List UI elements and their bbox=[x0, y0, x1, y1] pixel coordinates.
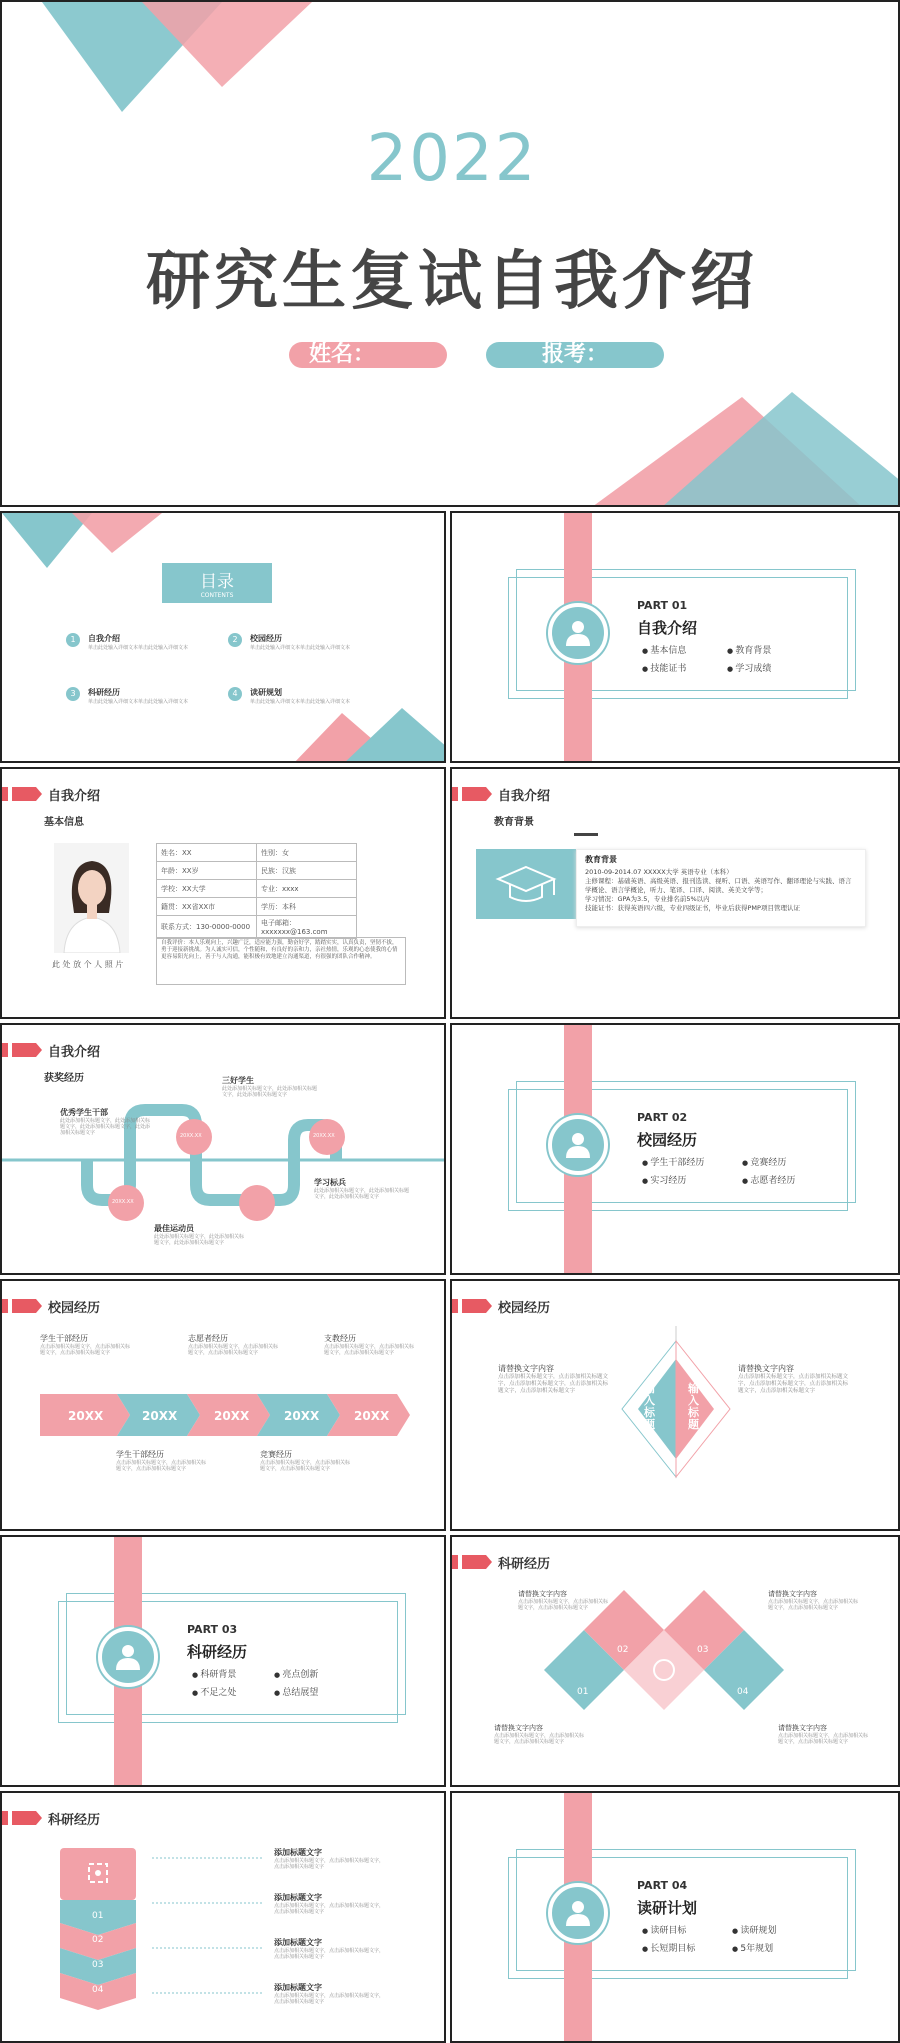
person-icon bbox=[113, 1642, 143, 1672]
info-cell: 电子邮箱：xxxxxxx@163.com bbox=[257, 916, 357, 939]
timeline-desc: 点击添加相关标题文字，点击添加相关标题文字，点击添加相关标题文字 bbox=[324, 1344, 415, 1356]
part-bullet: ● 实习经历 bbox=[642, 1173, 686, 1186]
person-circle bbox=[548, 1115, 608, 1175]
info-cell: 专业：xxxx bbox=[257, 880, 357, 898]
award-desc: 此处添加相关标题文字，此处添加相关标题文字，此处添加相关标题文字，此处添加相关标题文字 bbox=[60, 1118, 151, 1136]
apply-pill[interactable]: 报考： bbox=[486, 342, 664, 368]
part-label: PART 03 bbox=[187, 1623, 238, 1636]
research-stack bbox=[2, 1793, 446, 2043]
edu-tab-mark bbox=[574, 833, 598, 836]
toc-item[interactable] bbox=[228, 687, 398, 705]
award-title: 优秀学生干部 bbox=[60, 1108, 108, 1117]
diamond-text-desc: 点击添加相关标题文字，点击添加相关标题文字，点击添加相关标题文字，点击添加相关标题文字，点击添加相关标题文字 bbox=[498, 1374, 609, 1394]
toc-item-title: 自我介绍 bbox=[88, 634, 120, 643]
part-bullet: ● 亮点创新 bbox=[274, 1667, 318, 1680]
toc-subtitle: CONTENTS bbox=[200, 592, 234, 599]
slide-campus-diamond[interactable] bbox=[450, 1279, 900, 1531]
timeline-desc: 点击添加相关标题文字，点击添加相关标题文字，点击添加相关标题文字 bbox=[188, 1344, 279, 1356]
part-label: PART 01 bbox=[637, 599, 688, 612]
diamond-left-text bbox=[498, 1363, 612, 1395]
info-cell: 年龄：XX岁 bbox=[157, 862, 257, 880]
slide-awards[interactable] bbox=[0, 1023, 446, 1275]
research-title: 请替换文字内容 bbox=[518, 1590, 567, 1598]
stack-num: 01 bbox=[92, 1911, 104, 1921]
timeline-year: 20XX bbox=[68, 1409, 104, 1423]
toc-item-desc: 单击此处输入详细文本单击此处输入详细文本 bbox=[250, 699, 351, 705]
part-bullet: ● 基本信息 bbox=[642, 643, 686, 656]
toc-num-circle: 3 bbox=[66, 687, 80, 701]
slide-cover[interactable] bbox=[0, 0, 900, 507]
toc-item[interactable] bbox=[66, 687, 236, 705]
edu-line: 主修课程：基础英语、高级英语、报刊选读、视听、口语、英语写作、翻译理论与实践、语言学概论、语言学概论，听力、笔译、口译、阅读、英美文学等； bbox=[585, 877, 852, 894]
research-label bbox=[778, 1723, 868, 1745]
part-bullet: ● 总结展望 bbox=[274, 1685, 318, 1698]
cover-year: 2022 bbox=[366, 122, 538, 196]
cover-title: 研究生复试自我介绍 bbox=[146, 245, 758, 319]
slide-research-diamonds[interactable] bbox=[450, 1535, 900, 1787]
person-icon bbox=[563, 618, 593, 648]
header-title: 自我介绍 bbox=[498, 788, 551, 804]
toc-item-title: 科研经历 bbox=[88, 688, 120, 697]
timeline-year: 20XX bbox=[284, 1409, 320, 1423]
info-cell: 籍贯：XX省XX市 bbox=[157, 898, 257, 916]
research-num: 03 bbox=[697, 1645, 709, 1655]
slide-header bbox=[452, 783, 550, 805]
slide-part-01[interactable] bbox=[450, 511, 900, 763]
research-num: 04 bbox=[737, 1687, 749, 1697]
timeline-item bbox=[188, 1333, 278, 1356]
header-title: 科研经历 bbox=[498, 1556, 551, 1572]
name-pill[interactable]: 姓名： bbox=[289, 342, 447, 368]
award-title: 最佳运动员 bbox=[154, 1224, 194, 1233]
research-desc: 点击添加相关标题文字，点击添加相关标题文字，点击添加相关标题文字 bbox=[494, 1733, 585, 1745]
slide-education[interactable] bbox=[450, 767, 900, 1019]
part-title: 读研计划 bbox=[637, 1899, 698, 1917]
timeline-title: 学生干部经历 bbox=[40, 1334, 88, 1343]
part-title: 校园经历 bbox=[637, 1131, 698, 1149]
research-diamonds bbox=[452, 1537, 900, 1787]
slide-basic-info[interactable] bbox=[0, 767, 446, 1019]
research-desc: 点击添加相关标题文字，点击添加相关标题文字，点击添加相关标题文字 bbox=[518, 1599, 609, 1611]
part-bullet: ● 读研规划 bbox=[732, 1923, 776, 1936]
diamond-right-text bbox=[738, 1363, 852, 1395]
part-bullet: ● 志愿者经历 bbox=[742, 1173, 795, 1186]
section-title: 基本信息 bbox=[44, 817, 84, 828]
section-title: 教育背景 bbox=[494, 817, 534, 828]
award-item bbox=[60, 1107, 150, 1136]
stack-num: 02 bbox=[92, 1935, 104, 1945]
header-title: 校园经历 bbox=[498, 1300, 551, 1316]
diamond-text-desc: 点击添加相关标题文字，点击添加相关标题文字，点击添加相关标题文字，点击添加相关标题文字，点击添加相关标题文字 bbox=[738, 1374, 849, 1394]
header-title: 校园经历 bbox=[48, 1300, 101, 1316]
person-circle bbox=[548, 1883, 608, 1943]
research-desc: 点击添加相关标题文字，点击添加相关标题文字，点击添加相关标题文字 bbox=[778, 1733, 869, 1745]
award-title: 学习标兵 bbox=[314, 1178, 346, 1187]
toc-item-title: 读研规划 bbox=[250, 688, 282, 697]
profile-photo bbox=[54, 843, 129, 953]
timeline-item bbox=[40, 1333, 130, 1356]
person-icon bbox=[563, 1130, 593, 1160]
timeline-title: 竞赛经历 bbox=[260, 1450, 292, 1459]
campus-arrows bbox=[2, 1281, 446, 1531]
part-bullet: ● 竞赛经历 bbox=[742, 1155, 786, 1168]
person-circle bbox=[98, 1627, 158, 1687]
research-title: 请替换文字内容 bbox=[494, 1724, 543, 1732]
self-evaluation: 自我评价：本人乐观向上，兴趣广泛，适应能力强，勤奋好学，踏踏实实，认真负责，坚韧不拔，勇于迎接新挑战。为人诚实可信，个性随和，有良好的亲和力，亲社热情，乐观的心态使我的心情更容易阳光向上，善于与人沟通，能积极有效地建立沟通渠道，有很强的团队合作精神。 bbox=[156, 937, 406, 985]
person-circle bbox=[548, 603, 608, 663]
research-desc: 点击添加相关标题文字，点击添加相关标题文字，点击添加相关标题文字 bbox=[768, 1599, 859, 1611]
award-year: 20XX.XX bbox=[180, 1133, 202, 1139]
edu-content-box bbox=[576, 849, 866, 927]
toc-item-desc: 单击此处输入详细文本单击此处输入详细文本 bbox=[88, 645, 189, 651]
toc-item-desc: 单击此处输入详细文本单击此处输入详细文本 bbox=[88, 699, 189, 705]
timeline-title: 志愿者经历 bbox=[188, 1334, 228, 1343]
part-bullet: ● 不足之处 bbox=[192, 1685, 236, 1698]
slide-header bbox=[2, 783, 100, 805]
slide-part-02[interactable] bbox=[450, 1023, 900, 1275]
award-item bbox=[314, 1177, 409, 1200]
edu-line: 技能证书：获得英语四六级，专业四级证书，毕业后获得PMP项目管理认证 bbox=[585, 904, 800, 912]
diamond-text-title: 请替换文字内容 bbox=[738, 1364, 794, 1373]
part-title: 自我介绍 bbox=[637, 619, 698, 637]
part-bullet: ● 学生干部经历 bbox=[642, 1155, 704, 1168]
timeline-desc: 点击添加相关标题文字，点击添加相关标题文字，点击添加相关标题文字 bbox=[260, 1460, 351, 1472]
research-list-item bbox=[274, 1982, 384, 2005]
timeline-title: 支教经历 bbox=[324, 1334, 356, 1343]
award-desc: 此处添加相关标题文字，此处添加相关标题文字，此处添加相关标题文字 bbox=[222, 1086, 318, 1098]
award-item bbox=[154, 1223, 244, 1246]
list-item-desc: 点击添加相关标题文字，点击添加相关标题文字，点击添加相关标题文字 bbox=[274, 1858, 385, 1870]
timeline-year: 20XX bbox=[354, 1409, 390, 1423]
edu-icon-box bbox=[476, 849, 576, 919]
person-icon bbox=[563, 1898, 593, 1928]
research-list-item bbox=[274, 1847, 384, 1870]
slide-toc[interactable] bbox=[0, 511, 446, 763]
toc-title-box bbox=[162, 563, 272, 603]
toc-title: 目录 bbox=[200, 572, 234, 592]
research-list-item bbox=[274, 1937, 384, 1960]
award-year: 20XX.XX bbox=[313, 1133, 335, 1139]
info-cell: 学校：XX大学 bbox=[157, 880, 257, 898]
award-desc: 此处添加相关标题文字，此处添加相关标题文字，此处添加相关标题文字 bbox=[154, 1234, 245, 1246]
part-title: 科研经历 bbox=[187, 1643, 248, 1661]
stack-num: 03 bbox=[92, 1960, 104, 1970]
diamond-left-label: 输入标题 bbox=[644, 1382, 655, 1431]
photo-caption: 此 处 放 个 人 照 片 bbox=[52, 960, 124, 969]
toc-num-circle: 2 bbox=[228, 633, 242, 647]
diamond-right-label: 输入标题 bbox=[688, 1382, 699, 1431]
part-bullet: ● 读研目标 bbox=[642, 1923, 686, 1936]
info-cell: 联系方式：130-0000-0000 bbox=[157, 916, 257, 939]
toc-item[interactable] bbox=[228, 633, 398, 651]
header-title: 科研经历 bbox=[48, 1812, 101, 1828]
header-title: 自我介绍 bbox=[48, 1044, 101, 1060]
part-bullet: ● 5年规划 bbox=[732, 1941, 773, 1954]
research-num: 02 bbox=[617, 1645, 629, 1655]
toc-num-circle: 1 bbox=[66, 633, 80, 647]
edu-line: 2010-09-2014.07 XXXXX大学 英语专业（本科） bbox=[585, 868, 733, 876]
section-title: 获奖经历 bbox=[44, 1073, 84, 1084]
info-cell: 姓名：XX bbox=[157, 844, 257, 862]
timeline-title: 学生干部经历 bbox=[116, 1450, 164, 1459]
edu-box-title: 教育背景 bbox=[585, 855, 617, 864]
timeline-year: 20XX bbox=[142, 1409, 178, 1423]
research-label bbox=[518, 1589, 608, 1611]
award-year: 20XX.XX bbox=[112, 1199, 134, 1205]
research-title: 请替换文字内容 bbox=[768, 1590, 817, 1598]
list-item-desc: 点击添加相关标题文字，点击添加相关标题文字，点击添加相关标题文字 bbox=[274, 1948, 385, 1960]
part-label: PART 02 bbox=[637, 1111, 688, 1124]
part-bullet: ● 技能证书 bbox=[642, 661, 686, 674]
list-item-title: 添加标题文字 bbox=[274, 1893, 322, 1902]
research-list-item bbox=[274, 1892, 384, 1915]
target-icon bbox=[86, 1861, 110, 1885]
diamond-text-title: 请替换文字内容 bbox=[498, 1364, 554, 1373]
timeline-item bbox=[116, 1449, 206, 1472]
info-cell: 学历：本科 bbox=[257, 898, 357, 916]
part-bullet: ● 长短期目标 bbox=[642, 1941, 695, 1954]
slide-part-03[interactable] bbox=[0, 1535, 446, 1787]
graduation-cap-icon bbox=[476, 849, 576, 919]
diamond-graphic bbox=[452, 1281, 900, 1531]
toc-num-circle: 4 bbox=[228, 687, 242, 701]
basic-info-table bbox=[156, 843, 357, 939]
research-label bbox=[494, 1723, 584, 1745]
toc-item-desc: 单击此处输入详细文本单击此处输入详细文本 bbox=[250, 645, 351, 651]
timeline-year: 20XX bbox=[214, 1409, 250, 1423]
award-desc: 此处添加相关标题文字，此处添加相关标题文字，此处添加相关标题文字 bbox=[314, 1188, 410, 1200]
list-item-title: 添加标题文字 bbox=[274, 1938, 322, 1947]
list-item-title: 添加标题文字 bbox=[274, 1848, 322, 1857]
part-bullet: ● 科研背景 bbox=[192, 1667, 236, 1680]
timeline-desc: 点击添加相关标题文字，点击添加相关标题文字，点击添加相关标题文字 bbox=[116, 1460, 207, 1472]
toc-item-title: 校园经历 bbox=[250, 634, 282, 643]
info-cell: 民族：汉族 bbox=[257, 862, 357, 880]
part-bullet: ● 学习成绩 bbox=[727, 661, 771, 674]
list-item-desc: 点击添加相关标题文字，点击添加相关标题文字，点击添加相关标题文字 bbox=[274, 1993, 385, 2005]
part-label: PART 04 bbox=[637, 1879, 688, 1892]
research-label bbox=[768, 1589, 858, 1611]
header-title: 自我介绍 bbox=[48, 788, 101, 804]
info-cell: 性别：女 bbox=[257, 844, 357, 862]
award-item bbox=[222, 1075, 317, 1098]
award-title: 三好学生 bbox=[222, 1076, 254, 1085]
slide-campus-timeline[interactable] bbox=[0, 1279, 446, 1531]
research-title: 请替换文字内容 bbox=[778, 1724, 827, 1732]
timeline-item bbox=[324, 1333, 414, 1356]
research-num: 01 bbox=[577, 1687, 589, 1697]
slide-research-list[interactable] bbox=[0, 1791, 446, 2043]
part-bullet: ● 教育背景 bbox=[727, 643, 771, 656]
list-item-desc: 点击添加相关标题文字，点击添加相关标题文字，点击添加相关标题文字 bbox=[274, 1903, 385, 1915]
stack-num: 04 bbox=[92, 1985, 104, 1995]
toc-item[interactable] bbox=[66, 633, 236, 651]
edu-line: 学习情况：GPA为3.5，专业排名前5%以内 bbox=[585, 895, 710, 903]
timeline-item bbox=[260, 1449, 350, 1472]
timeline-desc: 点击添加相关标题文字，点击添加相关标题文字，点击添加相关标题文字 bbox=[40, 1344, 131, 1356]
slide-part-04[interactable] bbox=[450, 1791, 900, 2043]
list-item-title: 添加标题文字 bbox=[274, 1983, 322, 1992]
